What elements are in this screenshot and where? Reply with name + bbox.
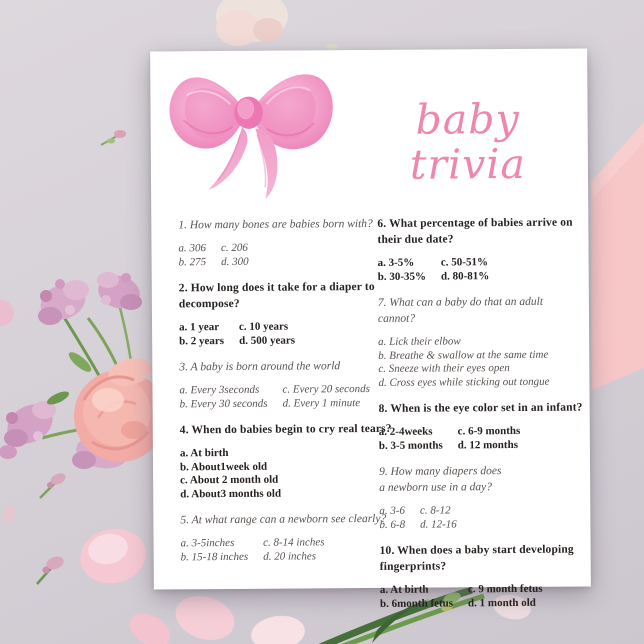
answer-option: b. 30-35% <box>377 270 427 283</box>
answer-option: d. 300 <box>221 255 249 268</box>
question-block-5 <box>180 511 387 564</box>
question-block-3 <box>179 358 378 411</box>
card-header <box>150 48 588 209</box>
answer-options <box>179 383 378 411</box>
answer-options <box>179 320 378 348</box>
answer-option: a. At birth <box>179 446 229 460</box>
answer-option: c. Sneeze with their eyes open <box>378 362 510 375</box>
question-text: 7. What can a baby do that an adult cannot? <box>377 295 544 325</box>
answer-option: a. 306 <box>178 242 207 255</box>
answer-option: b. About1week old <box>179 460 268 473</box>
answer-options <box>181 536 380 564</box>
question-block-1 <box>178 216 377 269</box>
questions-area <box>151 206 591 623</box>
pink-bow-icon <box>158 52 339 205</box>
question-text: 6. What percentage of babies arrive on their due date? <box>377 216 573 246</box>
answer-option: b. Breathe & swallow at the same time <box>378 348 549 362</box>
answer-option: d. Cross eyes while sticking out tongue <box>378 375 550 389</box>
answer-option: c. 10 years <box>238 320 289 333</box>
flower-bud <box>101 130 126 145</box>
answer-options <box>378 335 581 390</box>
blurred-flower <box>216 0 288 46</box>
question-text: 5. At what range can a newborn see clearly? <box>180 512 387 527</box>
answer-option: a. Every 3seconds <box>179 383 260 397</box>
question-block-9 <box>379 463 582 532</box>
answer-option: a. 3-6 <box>379 504 406 517</box>
answer-options <box>380 583 583 611</box>
question-block-4 <box>179 421 392 501</box>
card-title: baby trivia <box>409 94 527 189</box>
trivia-card <box>150 48 591 610</box>
question-text: 8. When is the eye color set in an infant? <box>378 401 583 415</box>
answer-options <box>379 504 582 532</box>
answer-option: d. 12-16 <box>420 517 457 531</box>
answer-option: a. At birth <box>379 583 429 596</box>
answer-option: b. 6-8 <box>379 518 406 531</box>
answer-option: d. 20 inches <box>263 549 317 563</box>
answer-option: c. About 2 month old <box>180 473 279 487</box>
answer-option: b. Every 30 seconds <box>179 397 268 410</box>
pink-disc <box>0 300 14 326</box>
answer-option: b. 3-5 months <box>378 438 443 452</box>
answer-option: c. Every 20 seconds <box>282 383 370 396</box>
answer-option: c. 6-9 months <box>457 424 521 438</box>
answer-option: c. 9 month fetus <box>467 582 543 596</box>
answer-option: a. Lick their elbow <box>378 335 461 348</box>
question-text: 1. How many bones are babies born with? <box>178 217 373 232</box>
answer-option: c. 50-51% <box>440 256 488 269</box>
questions-column-right <box>377 215 583 622</box>
question-text: 2. How long does it take for a diaper to decompose? <box>178 280 375 311</box>
question-block-10 <box>380 542 583 611</box>
answer-option: a. 3-5inches <box>180 536 235 550</box>
answer-option: c. 8-12 <box>419 504 451 517</box>
answer-option: b. 275 <box>178 255 207 268</box>
question-block-2 <box>179 279 378 348</box>
answer-option: d. 1 month old <box>467 596 536 609</box>
question-block-7 <box>378 294 582 390</box>
answer-option: c. 8-14 inches <box>263 536 325 549</box>
flower-arrangement <box>0 271 166 472</box>
question-text: 3. A baby is born around the world <box>179 360 341 374</box>
pink-paper <box>591 122 644 390</box>
answer-option: a. 3-5% <box>377 256 415 269</box>
answer-option: c. 206 <box>220 241 248 255</box>
answer-option: d. 12 months <box>457 438 519 451</box>
answer-option: d. Every 1 minute <box>282 396 361 410</box>
answer-option: b. 6month fetus <box>379 596 454 610</box>
question-block-6 <box>377 215 580 284</box>
question-block-8 <box>379 400 582 453</box>
tiny-bud <box>326 44 338 50</box>
answer-option: b. 2 years <box>179 334 225 347</box>
answer-option: b. 15-18 inches <box>180 550 249 563</box>
answer-option: d. 500 years <box>239 334 296 347</box>
answer-options <box>379 425 582 453</box>
answer-option: a. 2-4weeks <box>378 425 433 438</box>
question-text: 10. When does a baby start developing fingerprints? <box>379 543 574 573</box>
answer-options <box>178 241 377 269</box>
answer-options <box>180 446 379 501</box>
answer-options <box>378 256 581 284</box>
question-text: 9. How many diapers does a newborn use in a day? <box>379 465 502 494</box>
answer-option: d. 80-81% <box>440 269 490 283</box>
questions-column-left <box>178 216 392 623</box>
answer-option: d. About3 months old <box>180 487 282 500</box>
answer-option: a. 1 year <box>179 321 220 334</box>
question-text: 4. When do babies begin to cry real tears? <box>179 422 392 437</box>
